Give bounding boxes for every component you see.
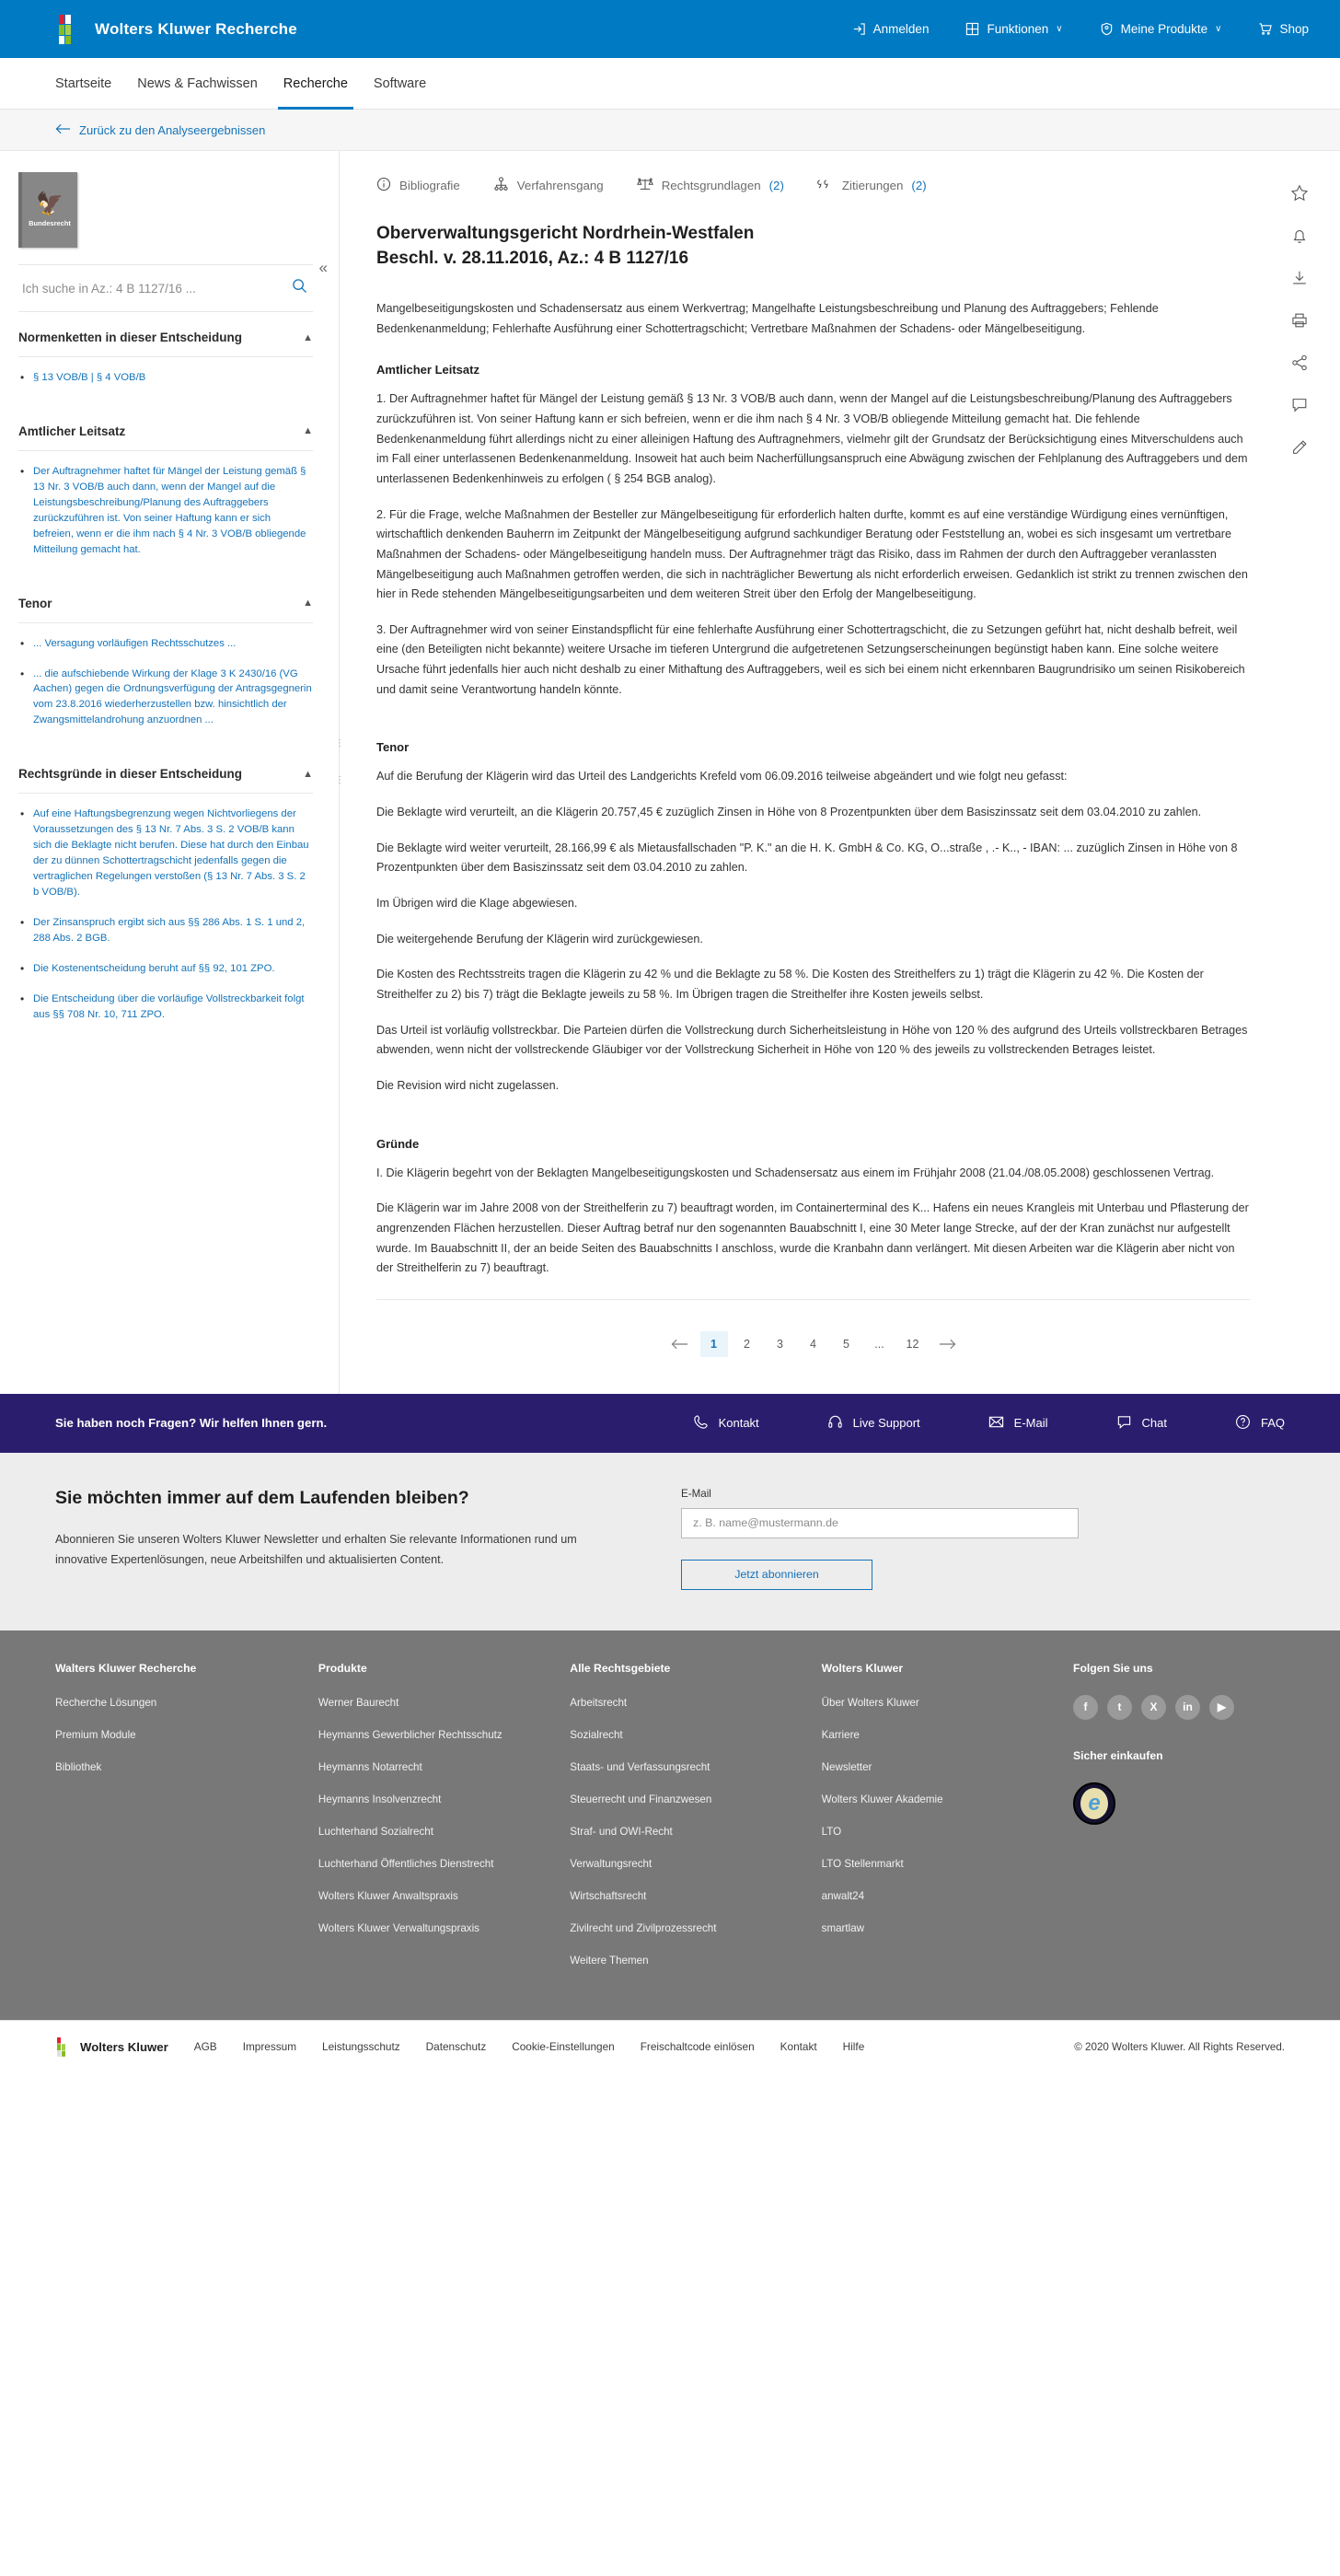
info-icon bbox=[376, 177, 391, 194]
footer-heading: Wolters Kluwer bbox=[821, 1661, 904, 1675]
subscribe-button[interactable]: Jetzt abonnieren bbox=[681, 1560, 872, 1590]
pagination-page-4[interactable]: 4 bbox=[810, 1337, 816, 1351]
grid-icon bbox=[965, 22, 979, 36]
tab-rechtsgrundlagen[interactable] bbox=[637, 177, 784, 194]
footer-link[interactable]: Newsletter bbox=[821, 1760, 872, 1773]
chevron-up-icon[interactable]: ▲ bbox=[303, 425, 313, 437]
trusted-shops-badge-icon[interactable] bbox=[1073, 1782, 1115, 1825]
pagination-prev[interactable] bbox=[664, 1331, 695, 1357]
list-item[interactable]: • Auf eine Haftungsbegrenzung wegen Nichtvorliegens der Voraussetzungen des § 13 Nr. 7 Abs. 3 S. 2 VOB/B kann sich die Beklagte nicht berufen. Diese hat durch den Einbau der zu dünnen Schottertragschicht jedenfalls gegen die vertraglichen Regelungen verstoßen (§ 13 Nr. 7 Abs. 3 S. 2 b VOB/B). bbox=[18, 806, 313, 915]
footer-link[interactable]: Arbeitsrecht bbox=[570, 1696, 628, 1709]
arrow-left-icon bbox=[55, 123, 71, 137]
headset-icon bbox=[827, 1414, 843, 1433]
footer-link[interactable]: LTO Stellenmarkt bbox=[821, 1857, 904, 1870]
chevron-up-icon[interactable]: ▲ bbox=[303, 598, 313, 609]
page-title bbox=[376, 222, 1250, 272]
support-kontakt[interactable] bbox=[693, 1414, 759, 1433]
footer-logo-text: Wolters Kluwer bbox=[80, 2039, 168, 2054]
page-layout bbox=[0, 151, 1340, 1394]
gruende-paragraph: I. Die Klägerin begehrt von der Beklagten Mangelbeseitigungskosten und Schadensersatz aus einem im Frühjahr 2008 (21.04./08.05.2008) geschlossenen Vertrag. bbox=[376, 1166, 1215, 1179]
email-label: E-Mail bbox=[681, 1487, 711, 1500]
sidebar-section-header[interactable] bbox=[18, 767, 313, 793]
sidebar-list bbox=[18, 451, 313, 578]
tenor-paragraph: Die weitergehende Berufung der Klägerin wird zurückgewiesen. bbox=[376, 932, 703, 946]
footer-link[interactable]: Wolters Kluwer Akademie bbox=[821, 1793, 943, 1805]
tab-label: Verfahrensgang bbox=[516, 179, 604, 192]
nav-software[interactable]: Software bbox=[373, 75, 427, 91]
sidebar-section-header[interactable] bbox=[18, 424, 313, 450]
chevron-up-icon[interactable]: ▲ bbox=[303, 768, 313, 780]
login-icon bbox=[852, 22, 866, 36]
top-header-bar bbox=[0, 0, 1340, 58]
email-field[interactable] bbox=[681, 1508, 1079, 1538]
support-items bbox=[693, 1414, 1285, 1433]
scales-icon bbox=[637, 177, 653, 194]
newsletter-description: Abonnieren Sie unseren Wolters Kluwer Newsletter und erhalten Sie relevante Informationen rund um innovative Expertenlösungen, neue Arbeitshilfen und aktualisierten Content. bbox=[55, 1532, 577, 1566]
sidebar-search[interactable] bbox=[18, 264, 313, 312]
footer-col-social bbox=[1073, 1662, 1285, 1985]
support-label: Chat bbox=[1141, 1416, 1167, 1431]
gruende-paragraph: Die Klägerin war im Jahre 2008 von der Streithelferin zu 7) beauftragt worden, im Containerterminal des K... Hafens ein neues Krangleis mit Unterbau und Pflasterung der angrenzenden Flächen herzustellen. Dieser Auftrag betraf nur den sogenannten Bauabschnitt I, eine 30 Meter lange Strecke, auf der der Kran zunächst nur aufgestellt wurde. Im Bauabschnitt II, der an beide Seiten des Bauabschnitts I anschloss, wurde die Kranbahn dann verlängert. Mit diesen Arbeiten war die Klägerin aber nicht von der Streithelferin zu 7) beauftragt. bbox=[376, 1201, 1249, 1275]
footer-heading: Produkte bbox=[318, 1661, 367, 1675]
footer-link[interactable]: Wolters Kluwer Anwaltspraxis bbox=[318, 1889, 458, 1902]
topnav-funktionen[interactable] bbox=[965, 22, 1062, 36]
tab-bibliografie[interactable] bbox=[376, 177, 460, 194]
list-item[interactable]: • Der Auftragnehmer haftet für Mängel der Leistung gemäß § 13 Nr. 3 VOB/B auch dann, wenn der Mangel auf die Leistungsbeschreibung/Planung des Auftraggebers zurückzuführen ist. Von seiner Haftung kann er sich befreien, wenn er die ihm nach § 4 Nr. 3 VOB/B obliegende Mitteilung gemacht hat. bbox=[18, 464, 313, 573]
book-cover bbox=[18, 172, 77, 248]
footer-link[interactable]: Luchterhand Sozialrecht bbox=[318, 1825, 433, 1838]
tenor-paragraph: Die Kosten des Rechtsstreits tragen die Klägerin zu 42 % und die Beklagte zu 58 %. Die Kosten des Streithelfers zu 1) trägt die Klägerin zu 42 %. Die Kosten der Streithelfer zu 2) bis 7) trägt die Beklagte jeweils zu 58 %. Im Übrigen tragen die Streithelfer ihre Kosten jeweils selbst. bbox=[376, 968, 1204, 1002]
newsletter-form bbox=[681, 1488, 1086, 1590]
back-link-label: Zurück zu den Analyseergebnissen bbox=[79, 122, 266, 137]
footer-link[interactable]: Bibliothek bbox=[55, 1760, 102, 1773]
topnav-label: Shop bbox=[1279, 22, 1309, 36]
tab-verfahrensgang[interactable] bbox=[493, 177, 604, 194]
sidebar-search-input[interactable] bbox=[22, 282, 284, 296]
site-footer bbox=[0, 1630, 1340, 2020]
facebook-icon[interactable]: f bbox=[1073, 1695, 1098, 1720]
tenor-paragraph: Die Revision wird nicht zugelassen. bbox=[376, 1079, 560, 1092]
sidebar-section-title: Normenketten in dieser Entscheidung bbox=[18, 331, 243, 344]
bottom-link-datenschutz[interactable]: Datenschutz bbox=[425, 2040, 487, 2054]
newsletter-text-block bbox=[55, 1488, 607, 1590]
sidebar-section-title: Rechtsgründe in dieser Entscheidung bbox=[18, 767, 243, 782]
pagination bbox=[376, 1300, 1250, 1394]
bottom-link-freischaltcode[interactable]: Freischaltcode einlösen bbox=[640, 2040, 755, 2054]
support-bar bbox=[0, 1394, 1340, 1453]
footer-link[interactable]: Karriere bbox=[821, 1728, 860, 1741]
doc-court-name: Oberverwaltungsgericht Nordrhein-Westfalen bbox=[376, 224, 755, 243]
question-icon bbox=[1235, 1414, 1251, 1433]
pagination-ellipsis: ... bbox=[874, 1337, 884, 1351]
sidebar-section-normenketten bbox=[18, 312, 313, 406]
heading-gruende: Gründe bbox=[376, 1136, 420, 1151]
search-icon[interactable] bbox=[292, 278, 307, 298]
sidebar-section-header[interactable] bbox=[18, 597, 313, 622]
pagination-page-5[interactable]: 5 bbox=[843, 1337, 849, 1351]
footer-link[interactable]: smartlaw bbox=[821, 1921, 865, 1934]
shield-icon bbox=[1100, 22, 1114, 36]
tab-label: Zitierungen bbox=[841, 179, 904, 192]
bottom-link-kontakt[interactable]: Kontakt bbox=[780, 2040, 817, 2054]
nav-recherche[interactable]: Recherche bbox=[271, 58, 361, 109]
pagination-page-2[interactable]: 2 bbox=[744, 1337, 750, 1351]
cart-icon bbox=[1258, 22, 1272, 36]
list-item[interactable]: • Der Zinsanspruch ergibt sich aus §§ 286 Abs. 1 S. 1 und 2, 288 Abs. 2 BGB. bbox=[18, 915, 313, 961]
pagination-next[interactable] bbox=[932, 1331, 963, 1357]
footer-link[interactable]: Verwaltungsrecht bbox=[570, 1857, 653, 1870]
copyright: © 2020 Wolters Kluwer. All Rights Reserved. bbox=[1074, 2040, 1285, 2053]
social-links bbox=[1073, 1695, 1265, 1720]
document-tool-rail bbox=[1259, 151, 1340, 457]
footer-link[interactable]: Heymanns Notarrecht bbox=[318, 1760, 422, 1773]
bell-icon[interactable] bbox=[1290, 226, 1309, 245]
tab-label: Bibliografie bbox=[399, 179, 460, 192]
tab-count: (2) bbox=[768, 179, 784, 192]
list-item[interactable]: • Die Kostenentscheidung beruht auf §§ 92, 101 ZPO. bbox=[18, 961, 313, 992]
topnav-label: Meine Produkte bbox=[1120, 22, 1208, 36]
leitsatz-paragraph: 2. Für die Frage, welche Maßnahmen der Besteller zur Mängelbeseitigung für erforderlich halten durfte, kommt es auf eine verständige Würdigung eines vernünftigen, wirtschaftlich denkenden Bauherrn im Zeitpunkt der Mängelbeseitigung aufgrund sachkundiger Beratung oder Feststellung an, wobei es sich insgesamt um vertretbare Maßnahmen der Schadens- oder Mängelbeseitigung handeln muss. Der Auftragnehmer trägt das Risiko, dass im Rahmen der durch den Auftraggeber veranlassten Mängelbeseitigung auch Maßnahmen getroffen werden, die sich in nachträglicher Bewertung als nicht erforderlich erweisen. Gedanklich ist strikt zu trennen zwischen den hier in Rede stehenden Mängelbeseitigungsarbeiten und dem weiteren Streit über den Erfolg der Mangelbeseitigung. bbox=[376, 507, 1248, 601]
footer-link[interactable]: LTO bbox=[821, 1825, 842, 1838]
star-icon[interactable] bbox=[1290, 184, 1309, 203]
footer-link[interactable]: Staats- und Verfassungsrecht bbox=[570, 1760, 710, 1773]
support-chat[interactable] bbox=[1116, 1414, 1167, 1433]
pen-icon[interactable] bbox=[1290, 438, 1309, 457]
support-faq[interactable] bbox=[1235, 1414, 1285, 1433]
support-label: Kontakt bbox=[718, 1416, 759, 1431]
nav-news-fachwissen[interactable]: News & Fachwissen bbox=[137, 75, 258, 91]
footer-link[interactable]: Recherche Lösungen bbox=[55, 1696, 157, 1709]
chevron-down-icon: ∨ bbox=[1056, 24, 1063, 34]
youtube-icon[interactable]: ▶ bbox=[1209, 1695, 1234, 1720]
footer-link[interactable]: Wolters Kluwer Verwaltungspraxis bbox=[318, 1921, 479, 1934]
share-icon[interactable] bbox=[1290, 354, 1309, 372]
footer-heading-shop: Sicher einkaufen bbox=[1073, 1748, 1163, 1762]
main-navigation bbox=[0, 58, 1340, 110]
footer-link[interactable]: Premium Module bbox=[55, 1728, 136, 1741]
document-column bbox=[339, 151, 1259, 1394]
topnav-shop[interactable] bbox=[1258, 22, 1309, 36]
tenor-paragraph: Das Urteil ist vorläufig vollstreckbar. Die Parteien dürfen die Vollstreckung durch Sicherheitsleistung in Höhe von 120 % des aufgrund des Urteils vollstreckbaren Betrages abwenden, wenn nicht der vollstreckende Gläubiger vor der Vollstreckung Sicherheit in Höhe von 120 % des jeweils zu vollstreckenden Betrages leistet. bbox=[376, 1023, 1248, 1057]
document-body bbox=[376, 194, 1250, 1279]
footer-link[interactable]: Über Wolters Kluwer bbox=[821, 1696, 919, 1709]
bottom-link-impressum[interactable]: Impressum bbox=[242, 2040, 297, 2054]
sidebar-section-amtlicher-leitsatz bbox=[18, 406, 313, 578]
footer-link[interactable]: Steuerrecht und Finanzwesen bbox=[570, 1793, 712, 1805]
footer-heading: Alle Rechtsgebiete bbox=[570, 1661, 671, 1675]
newsletter-section bbox=[0, 1453, 1340, 1630]
hierarchy-icon bbox=[493, 177, 509, 194]
german-eagle-icon: 🦅 bbox=[36, 191, 64, 216]
brand-title: Wolters Kluwer Recherche bbox=[95, 19, 297, 38]
linkedin-icon[interactable]: in bbox=[1175, 1695, 1200, 1720]
topnav-meine-produkte[interactable] bbox=[1100, 22, 1222, 36]
tab-count: (2) bbox=[911, 179, 927, 192]
wolters-kluwer-logo-icon bbox=[55, 15, 80, 44]
back-to-results-link[interactable] bbox=[55, 123, 265, 137]
tenor-paragraph: Die Beklagte wird verurteilt, an die Klägerin 20.757,45 € zuzüglich Zinsen in Höhe von 8 Prozentpunkten über dem Basiszinssatz seit dem 03.04.2010 zu zahlen. bbox=[376, 806, 1202, 819]
bottom-link-leistungsschutz[interactable]: Leistungsschutz bbox=[322, 2040, 400, 2054]
pagination-page-12[interactable]: 12 bbox=[906, 1337, 919, 1351]
topnav-anmelden[interactable] bbox=[852, 22, 930, 36]
footer-link[interactable]: Wirtschaftsrecht bbox=[570, 1889, 647, 1902]
footer-logo[interactable] bbox=[55, 2037, 168, 2057]
nav-startseite[interactable]: Startseite bbox=[55, 75, 112, 91]
leitsatz-paragraph: 3. Der Auftragnehmer wird von seiner Einstandspflicht für eine fehlerhafte Ausführung einer Schottertragschicht, die zu Setzungen geführt hat, nicht deshalb befreit, weil eine (den Beteiligten nicht bekannte) weitere Ursache im tieferen Untergrund die aufgetretenen Setzungserscheinungen begünstigt haben kann. Eine solche weitere Ursache führt jedenfalls hier auch nicht deshalb zu einer Mithaftung des Auftraggebers, weil es sich bei einem nicht erkennbaren Baugrundrisiko um seinen Risikobereich und damit seine Verantwortung handeln könnte. bbox=[376, 622, 1245, 696]
tenor-paragraph: Auf die Berufung der Klägerin wird das Urteil des Landgerichts Krefeld vom 06.09.2016 teilweise abgeändert und wie folgt neu gefasst: bbox=[376, 770, 1068, 783]
support-label: FAQ bbox=[1260, 1416, 1285, 1431]
book-label: Bundesrecht bbox=[29, 218, 71, 227]
pagination-page-3[interactable]: 3 bbox=[777, 1337, 783, 1351]
pagination-page-1[interactable]: 1 bbox=[700, 1331, 728, 1357]
footer-col-rechtsgebiete bbox=[570, 1662, 821, 1985]
doc-intro: Mangelbeseitigungskosten und Schadensersatz aus einem Werkvertrag; Mangelhafte Leistungsbeschreibung und Planung des Auftraggebers; Fehlende Bedenkenanmeldung; Fehlerhafte Ausführung einer Schottertragschicht; Vertretbare Maßnahmen der Schadens- oder Mängelbeseitigung. bbox=[376, 301, 1159, 335]
leitsatz-paragraph: 1. Der Auftragnehmer haftet für Mängel der Leistung gemäß § 13 Nr. 3 VOB/B auch dann, wenn der Mangel auf die Leistungsbeschreibung/Planung des Auftraggebers zurückzuführen ist. Von seiner Haftung kann er sich befreien, wenn er die ihm nach § 4 Nr. 3 VOB/B obliegende Mitteilung gemacht hat. Die fehlende Bedenkenanmeldung führt allerdings nicht zu einer alleinigen Haftung des Auftragnehmers, vielmehr gilt der Grundsatz der Berücksichtigung eines Mitverschuldens auch im Fall einer unterlassenen Bedenkenanmeldung. Insoweit hat auch beim Nacherfüllungsanspruch eine Abwägung zwischen der Fehlplanung des Auftraggebers und dem unterlassenen Bedenkenhinweis zu erfolgen ( § 254 BGB analog). bbox=[376, 392, 1248, 485]
footer-link[interactable]: Werner Baurecht bbox=[318, 1696, 399, 1709]
sidebar-resize-handle-secondary[interactable]: ⋮ bbox=[335, 775, 344, 785]
heading-amtlicher-leitsatz: Amtlicher Leitsatz bbox=[376, 363, 479, 377]
envelope-icon bbox=[988, 1414, 1004, 1433]
topnav-label: Funktionen bbox=[987, 22, 1049, 36]
list-item[interactable]: • Die Entscheidung über die vorläufige Vollstreckbarkeit folgt aus §§ 708 Nr. 10, 711 ZPO. bbox=[18, 992, 313, 1038]
download-icon[interactable] bbox=[1290, 269, 1309, 287]
phone-icon bbox=[693, 1414, 709, 1433]
collapse-sidebar-icon[interactable]: « bbox=[318, 259, 328, 276]
document-tabs bbox=[376, 177, 1250, 194]
support-live-support[interactable] bbox=[827, 1414, 920, 1433]
support-title: Sie haben noch Fragen? Wir helfen Ihnen gern. bbox=[55, 1416, 328, 1431]
newsletter-title: Sie möchten immer auf dem Laufenden bleiben? bbox=[55, 1487, 469, 1508]
tab-zitierungen[interactable] bbox=[817, 177, 927, 194]
list-item[interactable]: • § 13 VOB/B | § 4 VOB/B bbox=[18, 370, 313, 400]
sidebar-list bbox=[18, 357, 313, 406]
chat-icon bbox=[1116, 1414, 1132, 1433]
note-icon[interactable] bbox=[1290, 396, 1309, 414]
footer-link[interactable]: anwalt24 bbox=[821, 1889, 865, 1902]
back-bar bbox=[0, 110, 1340, 151]
footer-col-recherche bbox=[55, 1662, 318, 1985]
sidebar-section-rechtsgruende bbox=[18, 748, 313, 1042]
footer-col-wolters-kluwer bbox=[822, 1662, 1073, 1985]
footer-heading: Folgen Sie uns bbox=[1073, 1661, 1153, 1675]
bottom-link-cookie-einstellungen[interactable]: Cookie-Einstellungen bbox=[512, 2040, 615, 2054]
source-book[interactable] bbox=[18, 151, 313, 264]
chevron-up-icon[interactable]: ▲ bbox=[303, 331, 313, 343]
footer-link[interactable]: Heymanns Gewerblicher Rechtsschutz bbox=[318, 1728, 502, 1741]
support-email[interactable] bbox=[988, 1414, 1048, 1433]
support-label: E-Mail bbox=[1013, 1416, 1048, 1431]
heading-tenor: Tenor bbox=[376, 740, 410, 755]
footer-link[interactable]: Luchterhand Öffentliches Dienstrecht bbox=[318, 1857, 494, 1870]
tab-label: Rechtsgrundlagen bbox=[661, 179, 761, 192]
chevron-down-icon: ∨ bbox=[1215, 24, 1222, 34]
bottom-link-agb[interactable]: AGB bbox=[193, 2040, 217, 2054]
bottom-bar bbox=[0, 2020, 1340, 2073]
doc-case-ref: Beschl. v. 28.11.2016, Az.: 4 B 1127/16 bbox=[376, 248, 689, 268]
sidebar-section-header[interactable] bbox=[18, 331, 313, 356]
footer-link[interactable]: Weitere Themen bbox=[570, 1954, 649, 1967]
sidebar-list bbox=[18, 623, 313, 749]
brand[interactable] bbox=[55, 15, 297, 44]
list-item[interactable]: • ... Versagung vorläufigen Rechtsschutzes ... bbox=[18, 636, 313, 667]
footer-link[interactable]: Heymanns Insolvenzrecht bbox=[318, 1793, 442, 1805]
xing-icon[interactable]: X bbox=[1141, 1695, 1166, 1720]
top-nav bbox=[852, 22, 1309, 36]
bottom-link-hilfe[interactable]: Hilfe bbox=[842, 2040, 865, 2054]
list-item[interactable]: • ... die aufschiebende Wirkung der Klage 3 K 2430/16 (VG Aachen) gegen die Ordnungsverfügung der Antragsgegnerin vom 23.8.2016 wiederherzustellen bzw. hinsichtlich der Zwangsmittelandrohung anzuordnen ... bbox=[18, 667, 313, 744]
sidebar-section-title: Amtlicher Leitsatz bbox=[18, 424, 126, 438]
sidebar bbox=[0, 151, 344, 1080]
wolters-kluwer-logo-icon bbox=[55, 2037, 72, 2057]
trusted-shops-e: e bbox=[1080, 1788, 1108, 1819]
quote-icon bbox=[817, 177, 834, 194]
footer-col-produkte bbox=[318, 1662, 570, 1985]
sidebar-list bbox=[18, 794, 313, 1042]
topnav-label: Anmelden bbox=[872, 22, 930, 36]
twitter-icon[interactable]: t bbox=[1107, 1695, 1132, 1720]
footer-link[interactable]: Sozialrecht bbox=[570, 1728, 623, 1741]
tenor-paragraph: Die Beklagte wird weiter verurteilt, 28.166,99 € als Mietausfallschaden "P. K." an die H. K. GmbH & Co. KG, O...straße , .- K.., - IBAN: ... zuzüglich Zinsen in Höhe von 8 Prozentpunkten über dem Basiszinssatz seit dem 03.04.2010 zu zahlen. bbox=[376, 841, 1238, 875]
footer-link[interactable]: Straf- und OWI-Recht bbox=[570, 1825, 673, 1838]
sidebar-section-title: Tenor bbox=[18, 596, 52, 610]
sidebar-section-tenor bbox=[18, 578, 313, 749]
footer-heading: Walters Kluwer Recherche bbox=[55, 1661, 197, 1675]
footer-link[interactable]: Zivilrecht und Zivilprozessrecht bbox=[570, 1921, 717, 1934]
tenor-paragraph: Im Übrigen wird die Klage abgewiesen. bbox=[376, 897, 578, 911]
support-label: Live Support bbox=[852, 1416, 920, 1431]
sidebar-resize-handle[interactable]: ⋮ bbox=[335, 738, 344, 748]
print-icon[interactable] bbox=[1290, 311, 1309, 330]
